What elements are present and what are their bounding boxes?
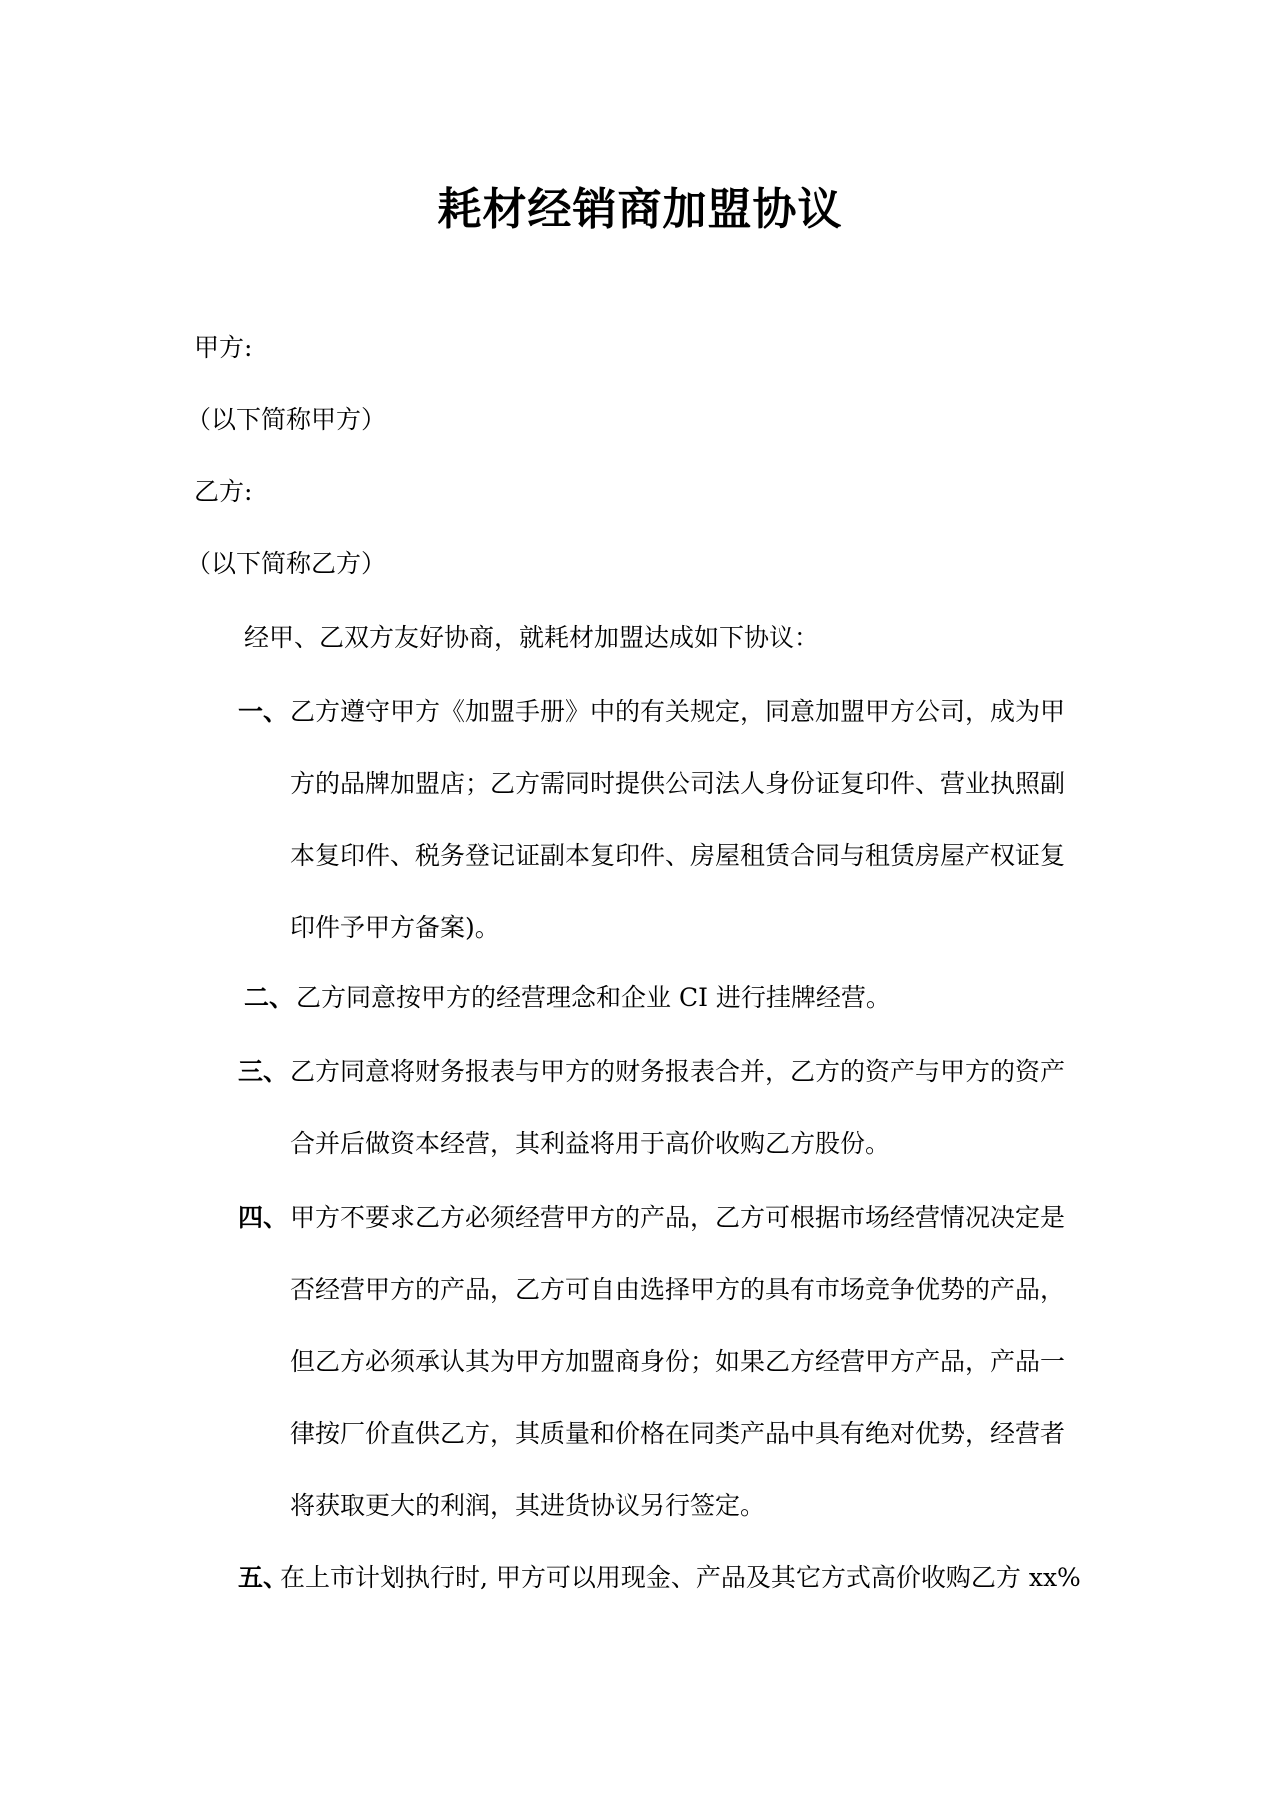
party-b-alias: （以下简称乙方） [186,549,387,578]
clause-line: 律按厂价直供乙方，其质量和价格在同类产品中具有绝对优势，经营者 [290,1419,1066,1448]
clause-line: 但乙方必须承认其为甲方加盟商身份；如果乙方经营甲方产品，产品一 [290,1347,1066,1376]
party-a-alias: （以下简称甲方） [186,405,387,434]
clause-line: 印件予甲方备案)。 [290,913,500,942]
clause-line: 否经营甲方的产品，乙方可自由选择甲方的具有市场竞争优势的产品， [290,1275,1066,1304]
clause-number: 二、 [244,983,295,1012]
clause-line: 乙方遵守甲方《加盟手册》中的有关规定，同意加盟甲方公司，成为甲 [290,697,1066,726]
document-title: 耗材经销商加盟协议 [437,184,843,235]
clause-line: 将获取更大的利润，其进货协议另行签定。 [290,1491,766,1520]
clause-number: 五、 [238,1563,289,1592]
party-b-label: 乙方: [194,477,253,506]
clause-line: 合并后做资本经营，其利益将用于高价收购乙方股份。 [290,1129,891,1158]
clause-line: 本复印件、税务登记证副本复印件、房屋租赁合同与租赁房屋产权证复 [290,841,1066,870]
intro-paragraph: 经甲、乙双方友好协商，就耗材加盟达成如下协议： [244,623,820,652]
party-a-label: 甲方: [194,333,253,362]
clause-line: 在上市计划执行时, 甲方可以用现金、产品及其它方式高价收购乙方 xx% [280,1563,1081,1592]
clause-line: 方的品牌加盟店；乙方需同时提供公司法人身份证复印件、营业执照副 [290,769,1066,798]
clause-line: 乙方同意将财务报表与甲方的财务报表合并，乙方的资产与甲方的资产 [290,1057,1066,1086]
clause-number: 三、 [238,1057,289,1086]
clause-number: 四、 [238,1203,289,1232]
clause-number: 一、 [238,697,289,726]
clause-line: 甲方不要求乙方必须经营甲方的产品，乙方可根据市场经营情况决定是 [290,1203,1066,1232]
clause-line: 乙方同意按甲方的经营理念和企业 CI 进行挂牌经营。 [296,983,891,1012]
